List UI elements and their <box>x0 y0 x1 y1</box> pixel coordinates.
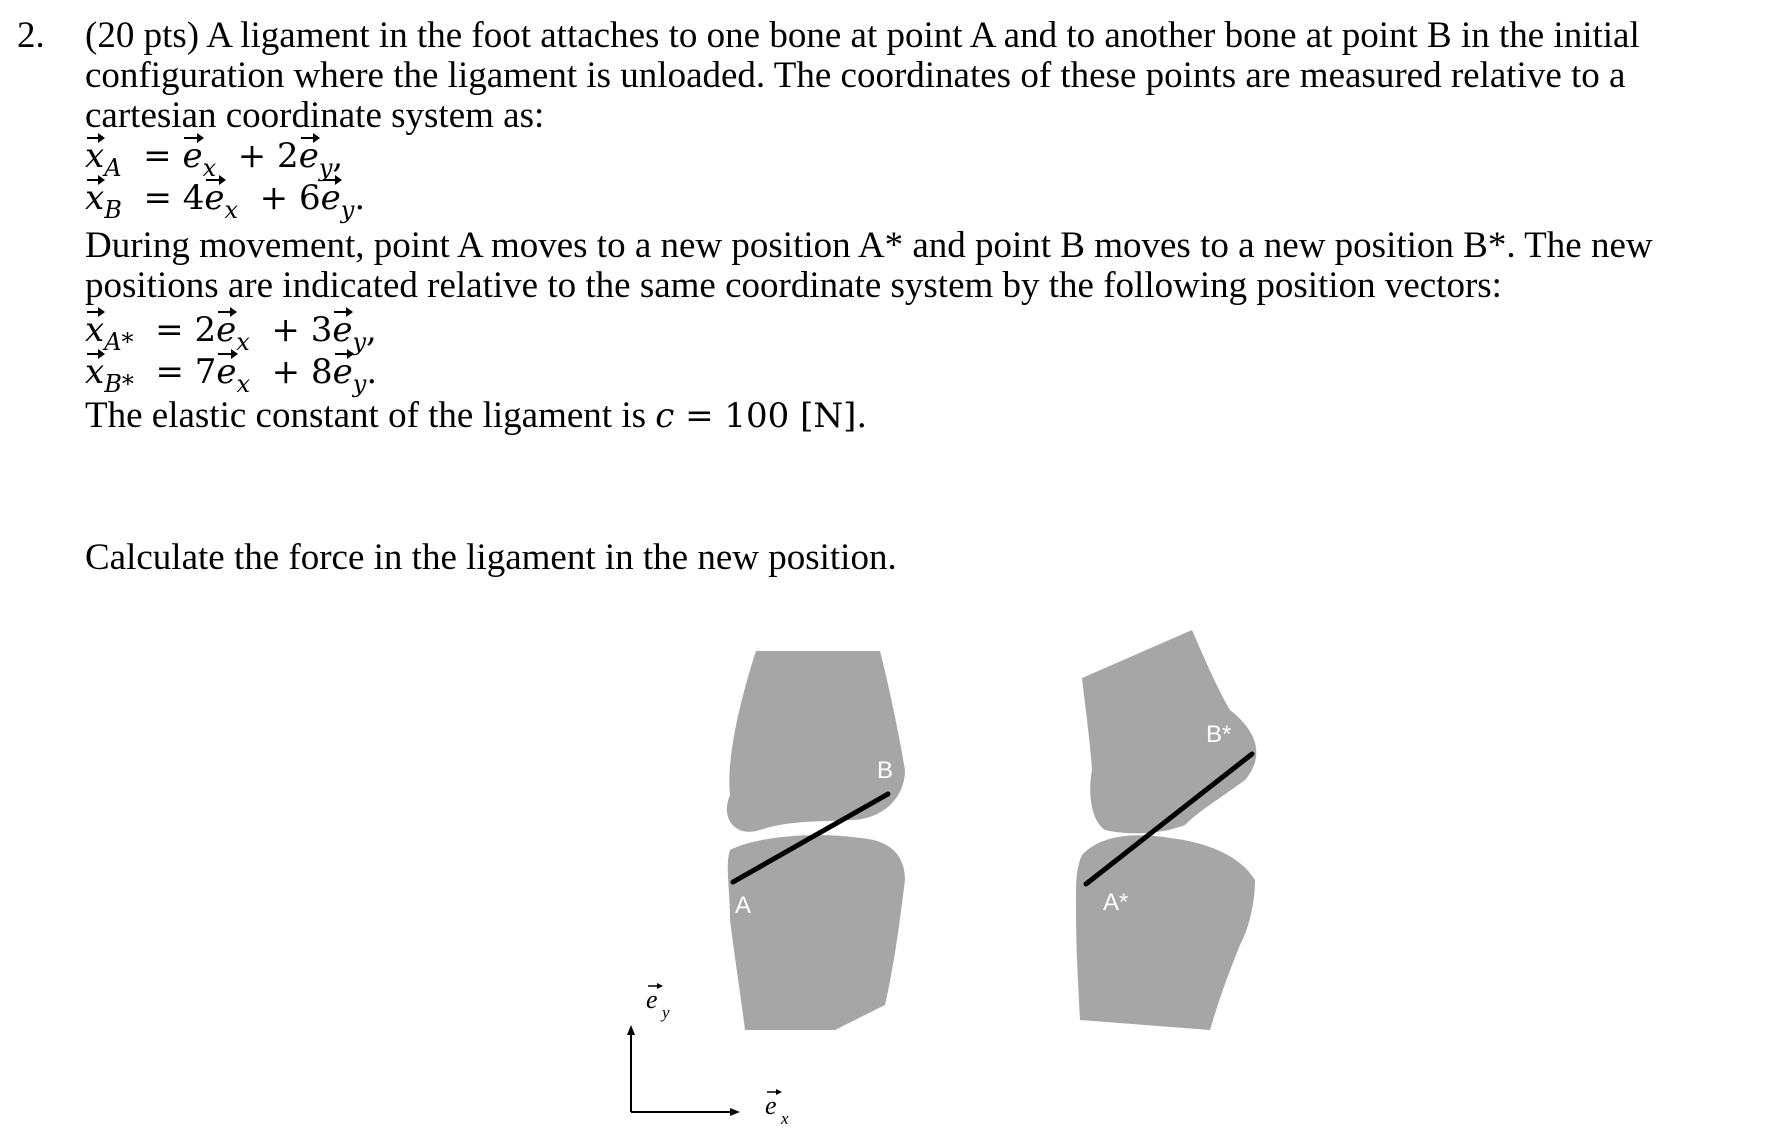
intro-line-1: (20 pts) A ligament in the foot attaches to one bone at point A and to another bone at point B in the initial <box>85 15 1640 56</box>
elastic-symbol: c <box>655 396 675 436</box>
axis-y-arrowhead <box>627 1025 635 1035</box>
svg-text:e: e <box>765 1091 777 1120</box>
elastic-prefix: The elastic constant of the ligament is <box>85 395 656 436</box>
upper-bone-initial <box>727 651 905 832</box>
problem-number: 2. <box>17 15 45 56</box>
equation-xA-end: , <box>332 136 344 176</box>
svg-text:x: x <box>781 1109 789 1128</box>
equation-xA-star: $x_{A*} = 2e_x + 3e_y$, <box>85 310 377 356</box>
axis-x-arrowhead <box>730 1108 740 1116</box>
label-A-star: A* <box>1103 889 1129 916</box>
equation-xB-star: $x_{B*} = 7e_x + 8e_y$. <box>85 352 378 398</box>
equation-xA: $x_A = e_x + 2e_y$, <box>85 136 344 182</box>
equation-xBs-subscript: B* <box>104 370 134 398</box>
equation-xAs-subscript: A* <box>104 328 134 356</box>
vector-x-symbol: x <box>85 136 105 176</box>
equation-xAs-y-coef: 3 <box>310 310 333 350</box>
intro-line-3: cartesian coordinate system as: <box>85 95 545 136</box>
equation-xB-subscript: B <box>104 196 122 224</box>
svg-text:e: e <box>646 985 658 1014</box>
lower-bone-initial <box>728 835 905 1030</box>
equation-xA-subscript: A <box>104 154 122 182</box>
equation-xBs-x-coef: 7 <box>194 352 217 392</box>
equation-xAs-x-coef: 2 <box>194 310 217 350</box>
label-B: B <box>877 757 894 784</box>
coordinate-axes <box>631 1032 733 1112</box>
equation-xAs-end: , <box>366 310 377 350</box>
elastic-constant-line: The elastic constant of the ligament is c = 100 [N]. <box>85 395 868 436</box>
equation-xB-x-coef: 4 <box>182 178 205 218</box>
lower-bone-moved <box>1076 835 1255 1030</box>
svg-text:y: y <box>662 1003 670 1022</box>
question-line: Calculate the force in the ligament in the new position. <box>85 537 897 578</box>
label-B-star: B* <box>1206 721 1232 748</box>
axis-ey-label <box>646 983 670 1022</box>
equation-xB-y-coef: 6 <box>298 178 321 218</box>
equation-xA-y-coef: 2 <box>277 136 299 176</box>
equation-xBs-end: . <box>366 352 378 392</box>
label-A: A <box>735 892 752 919</box>
axis-ex-label <box>765 1089 789 1128</box>
equation-xBs-y-coef: 8 <box>310 352 333 392</box>
intro-line-2: configuration where the ligament is unloaded. The coordinates of these points are measured relative to a <box>85 55 1626 96</box>
equation-xB: $x_B = 4e_x + 6e_y$. <box>85 178 366 224</box>
movement-line-2: positions are indicated relative to the same coordinate system by the following position vectors: <box>85 265 1502 306</box>
elastic-value: 100 [N]. <box>724 396 868 436</box>
movement-line-1: During movement, point A moves to a new position A* and point B moves to a new position B*. The new <box>85 225 1653 266</box>
equation-xB-end: . <box>354 178 366 218</box>
